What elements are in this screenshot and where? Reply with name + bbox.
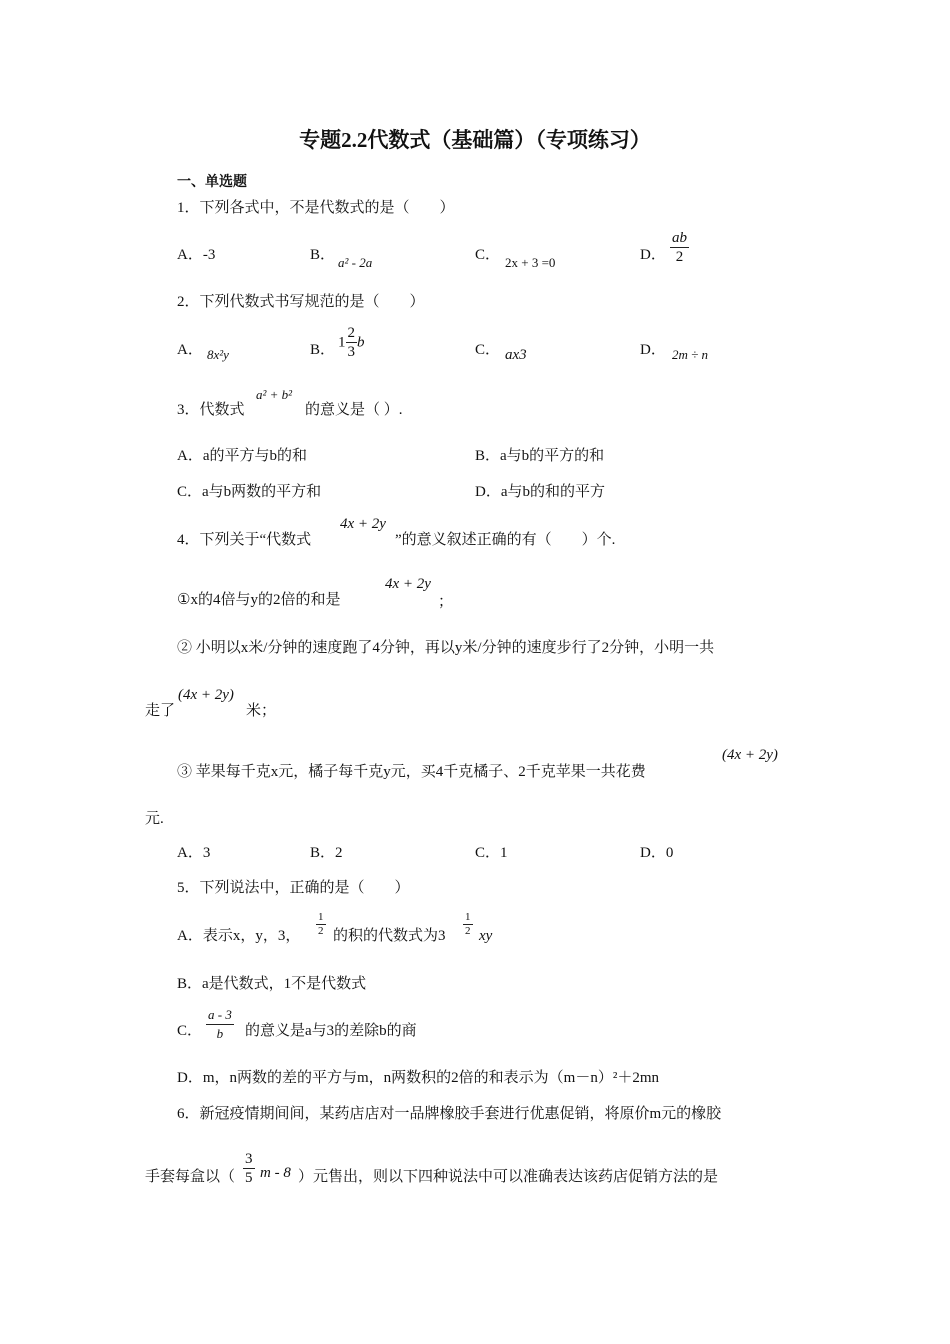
q2-option-a [177,340,203,360]
fraction-denominator: 3 [347,344,355,360]
q1-option-c-expr: 2x + 3 =0 [505,255,556,270]
q4-statement-2-line-1: ② 小明以x米/分钟的速度跑了4分钟，再以y米/分钟的速度步行了2分钟，小明一共 [177,640,715,656]
q4-statement-1: ①x的4倍与y的2倍的和是 [177,592,341,608]
q1-option-a [177,245,215,265]
q4-option-a: A．3 [177,845,211,861]
q4-option-c: C．1 [475,845,508,861]
question-6-line-2-end: ）元售出，则以下四种说法中可以准确表达该药店促销方法的是 [298,1169,719,1185]
option-text: A．表示x，y，3， [177,928,301,944]
question-6-line-1: 6．新冠疫情期间间，某药店店对一品牌橡胶手套进行优惠促销，将原价m元的橡胶 [177,1106,722,1122]
stem-text: 3．代数式 [177,402,245,418]
q6-fraction [243,1150,255,1187]
q2-option-c [475,340,500,360]
q3-option-a: A．a的平方与b的和 [177,448,307,464]
q4-option-d: D．0 [640,845,674,861]
fraction-denominator: 2 [318,925,324,937]
option-label: B． [310,247,336,263]
variable: b [357,334,365,351]
q5-option-a-half-2 [463,911,473,938]
q5-option-a-end: xy [479,928,493,944]
q3-option-b: B．a与b的平方的和 [475,448,605,464]
question-1-stem: 1．下列各式中，不是代数式的是（ ） [177,200,455,216]
option-label: D． [640,342,666,358]
q4-stem-end: ”的意义叙述正确的有（ ）个. [395,532,616,548]
q5-option-d: D．m，n两数的差的平方与m，n两数积的2倍的和表示为（m－n）²＋2mn [177,1070,660,1086]
option-label: A． [177,342,203,358]
q4-statement-3-end: 元. [145,811,164,827]
q2-option-b [310,340,335,360]
section-heading: 一、单选题 [177,175,247,190]
fraction-numerator: 1 [318,911,324,923]
page-title: 专题2.2代数式（基础篇）（专项练习） [299,128,651,152]
option-label: C． [475,342,501,358]
question-5-stem: 5．下列说法中，正确的是（ ） [177,880,410,896]
q4-statement-1-end: ； [438,594,454,610]
q4-statement-3: ③ 苹果每千克x元，橘子每千克y元，买4千克橘子、2千克苹果一共花费 [177,764,646,780]
q5-option-a-mid: 的积的代数式为3 [333,928,446,944]
fraction-numerator: ab [672,230,687,246]
question-6-line-2-start: 手套每盒以（ [145,1169,236,1185]
option-text: -3 [202,247,216,263]
q5-option-c-text: 的意义是a与3的差除b的商 [245,1023,417,1039]
q1-option-b-expr: a² - 2a [338,255,373,270]
q2-option-a-expr: 8x²y [207,347,229,362]
q3-stem-end: 的意义是（ ）. [305,402,403,418]
fraction-denominator: 5 [245,1170,253,1186]
q3-stem-expr: a² + b² [256,387,293,402]
q2-option-c-expr: ax3 [505,347,527,363]
fraction-denominator: b [216,1026,224,1041]
option-label: B． [310,342,336,358]
q4-statement-2-expr: (4x + 2y) [178,687,234,703]
q4-statement-2-line-2: 走了 [145,703,176,719]
q4-statement-1-expr: 4x + 2y [385,576,431,592]
q5-option-a [177,926,300,946]
option-label: D． [640,247,666,263]
q1-option-b [310,245,335,265]
q4-statement-3-expr: (4x + 2y) [722,747,778,763]
q5-option-a-half [316,911,326,938]
fraction-numerator: 1 [465,911,471,923]
fraction-numerator: 3 [245,1151,253,1167]
q1-option-d-fraction [670,229,689,266]
q3-option-c: C．a与b两数的平方和 [177,484,322,500]
q2-option-d [640,340,666,360]
q2-option-b-mixed-number [338,324,365,361]
q1-option-c [475,245,500,265]
fraction-numerator: a - 3 [208,1007,232,1022]
q5-option-c-fraction [206,1006,234,1043]
q4-statement-2-end: 米； [246,703,277,719]
option-label: C． [475,247,501,263]
option-label: A． [177,247,203,263]
fraction-numerator: 2 [347,325,355,341]
q3-option-d: D．a与b的和的平方 [475,484,605,500]
fraction-denominator: 2 [465,925,471,937]
q5-option-b: B．a是代数式，1不是代数式 [177,976,367,992]
q6-expr: m - 8 [260,1165,291,1181]
fraction-denominator: 2 [675,249,684,265]
q1-option-d [640,245,666,265]
q4-option-b: B．2 [310,845,343,861]
q5-option-c: C． [177,1023,203,1039]
question-4-stem: 4．下列关于“代数式 [177,532,312,548]
question-3-stem [177,400,245,420]
q4-stem-expr: 4x + 2y [340,516,386,532]
whole-part: 1 [338,334,346,351]
q2-option-d-expr: 2m ÷ n [672,347,709,362]
question-2-stem: 2．下列代数式书写规范的是（ ） [177,294,425,310]
